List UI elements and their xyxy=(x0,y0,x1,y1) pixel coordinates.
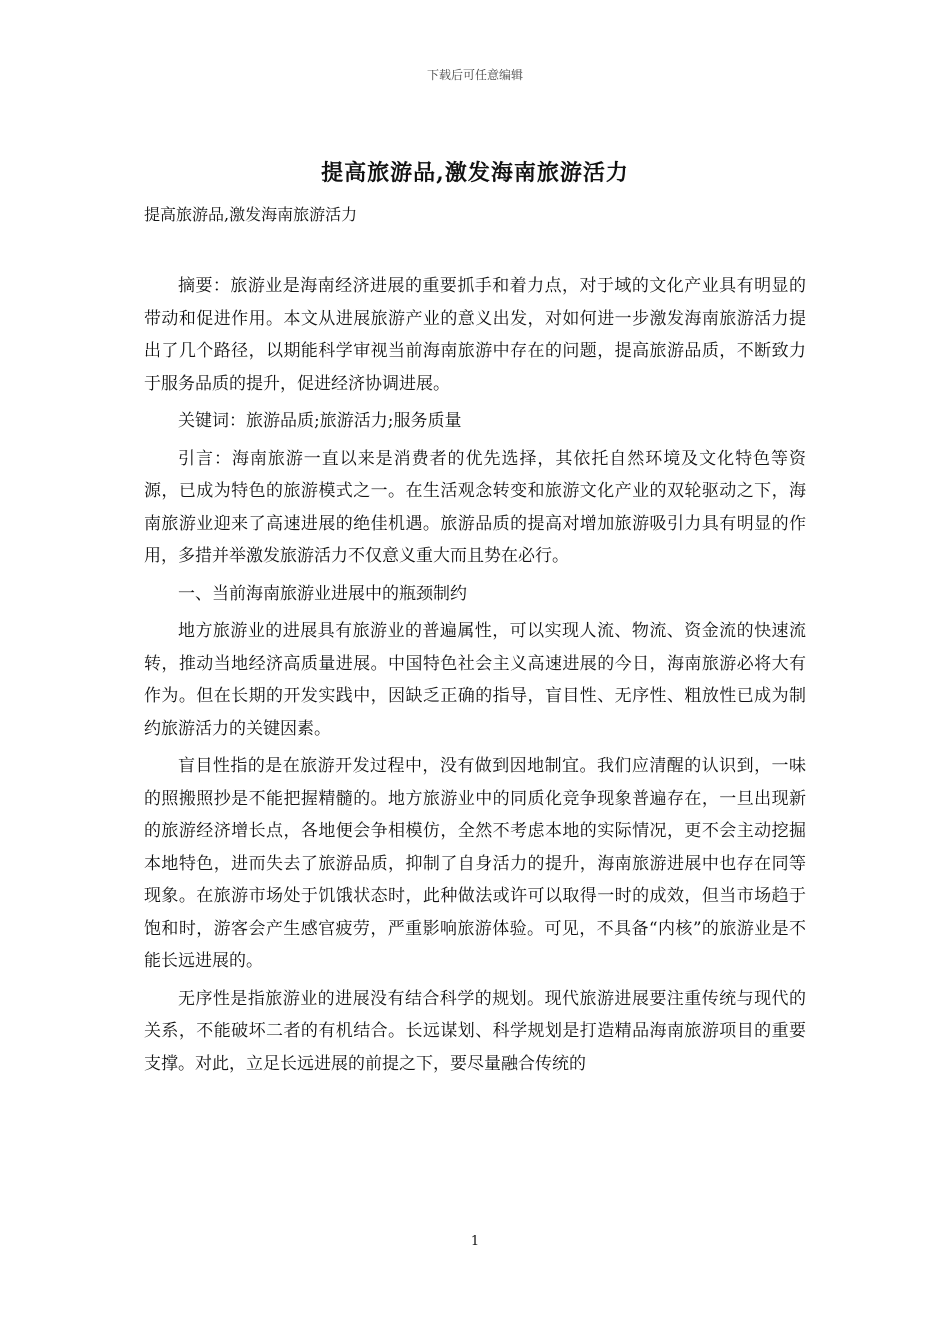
body-paragraph: 盲目性指的是在旅游开发过程中，没有做到因地制宜。我们应清醒的认识到，一味的照搬照抄是不能把握精髓的。地方旅游业中的同质化竞争现象普遍存在，一旦出现新的旅游经济增长点，各地便会争相模仿，全然不考虑本地的实际情况，更不会主动挖掘本地特色，进而失去了旅游品质，抑制了自身活力的提升，海南旅游进展中也存在同等现象。在旅游市场处于饥饿状态时，此种做法或许可以取得一时的成效，但当市场趋于饱和时，游客会产生感官疲劳，严重影响旅游体验。可见，不具备“内核”的旅游业是不能长远进展的。 xyxy=(144,756,806,971)
body-paragraph: 地方旅游业的进展具有旅游业的普遍属性，可以实现人流、物流、资金流的快速流转，推动当地经济高质量进展。中国特色社会主义高速进展的今日，海南旅游必将大有作为。但在长期的开发实践中，因缺乏正确的指导，盲目性、无序性、粗放性已成为制约旅游活力的关键因素。 xyxy=(144,621,806,739)
document-subtitle: 提高旅游品,激发海南旅游活力 xyxy=(144,205,358,224)
document-title: 提高旅游品,激发海南旅游活力 xyxy=(321,160,629,186)
abstract-paragraph: 摘要：旅游业是海南经济进展的重要抓手和着力点，对于域的文化产业具有明显的带动和促进作用。本文从进展旅游产业的意义出发，对如何进一步激发海南旅游活力提出了几个路径，以期能科学审视当前海南旅游中存在的问题，提高旅游品质，不断致力于服务品质的提升，促进经济协调进展。 xyxy=(144,276,806,394)
keywords-paragraph: 关键词：旅游品质;旅游活力;服务质量 xyxy=(178,411,462,431)
section-heading: 一、当前海南旅游业进展中的瓶颈制约 xyxy=(178,583,467,604)
document-body xyxy=(144,270,806,1085)
introduction-paragraph: 引言：海南旅游一直以来是消费者的优先选择，其依托自然环境及文化特色等资源，已成为特色的旅游模式之一。在生活观念转变和旅游文化产业的双轮驱动之下，海南旅游业迎来了高速进展的绝佳机遇。旅游品质的提高对增加旅游吸引力具有明显的作用，多措并举激发旅游活力不仅意义重大而且势在必行。 xyxy=(144,448,806,566)
body-paragraph: 无序性是指旅游业的进展没有结合科学的规划。现代旅游进展要注重传统与现代的关系，不能破坏二者的有机结合。长远谋划、科学规划是打造精品海南旅游项目的重要支撑。对此，立足长远进展的前提之下，要尽量融合传统的 xyxy=(144,988,806,1074)
page-number: 1 xyxy=(470,1234,480,1249)
page-header: 下载后可任意编辑 xyxy=(426,68,523,82)
